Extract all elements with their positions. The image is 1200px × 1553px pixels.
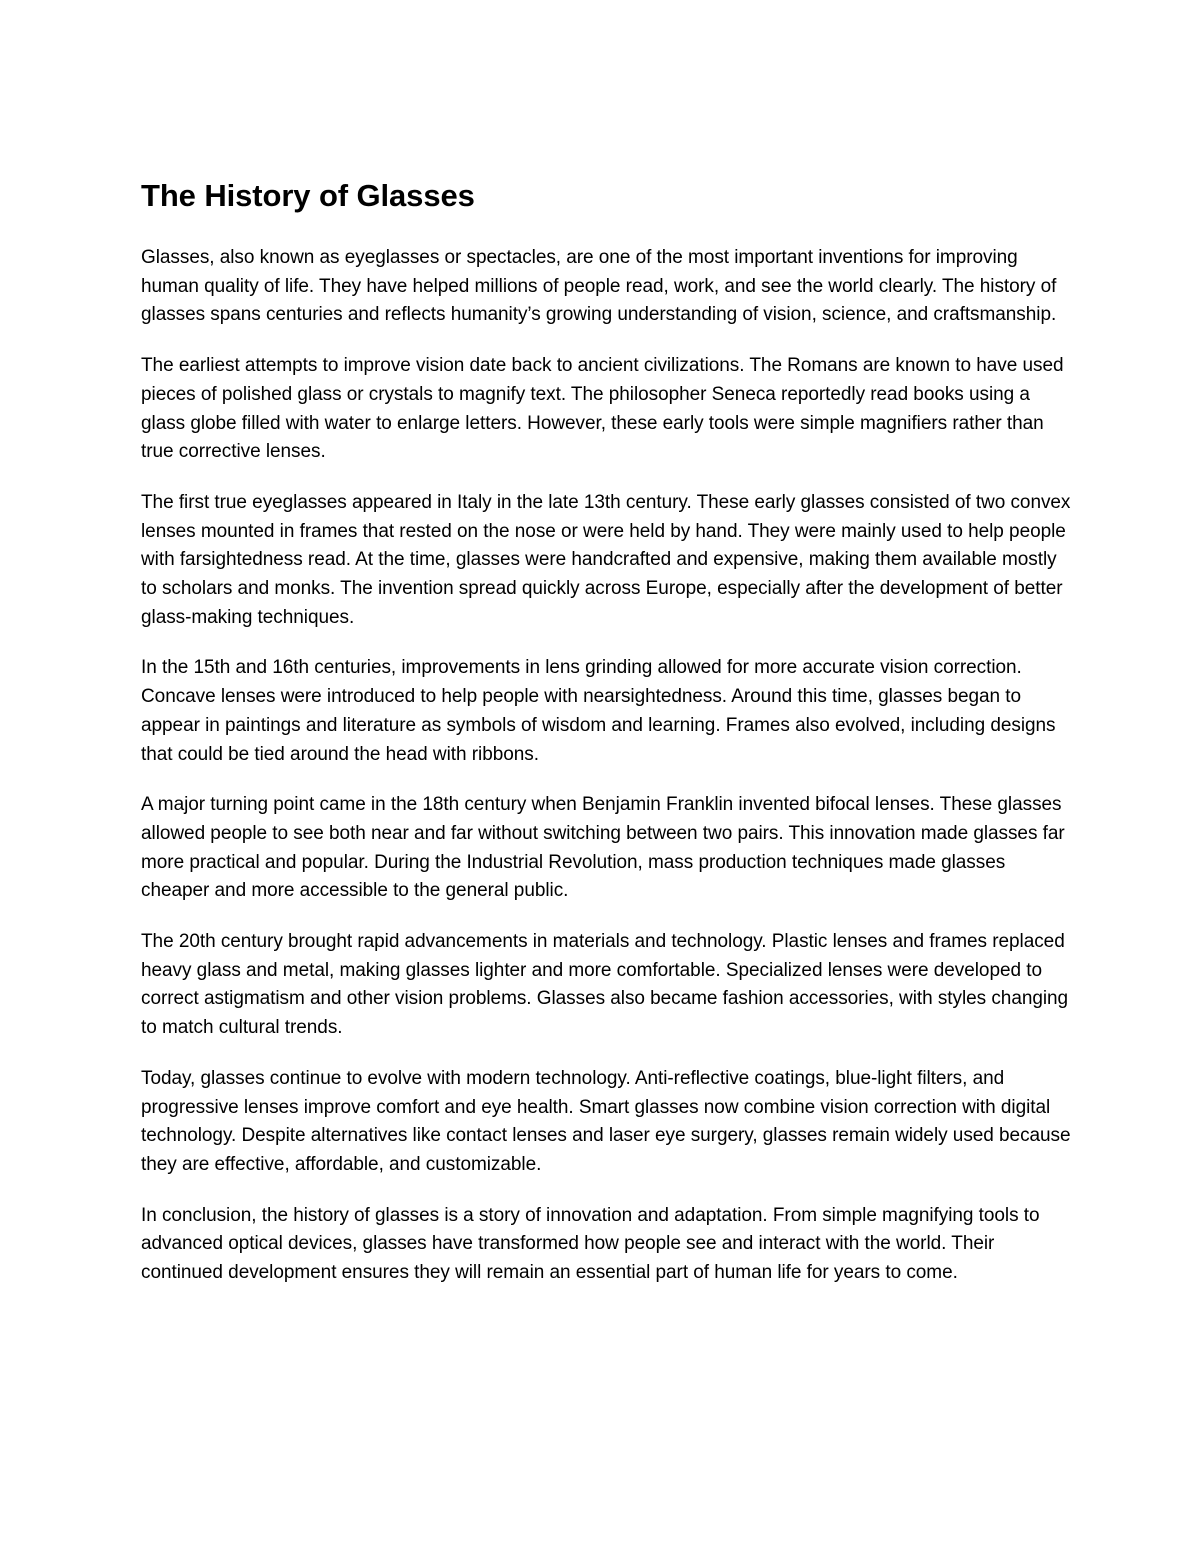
paragraph-introduction: Glasses, also known as eyeglasses or spectacles, are one of the most important inventions for improving human quality of life. They have helped millions of people read, work, and see the world clearly. The history of glasses spans centuries and reflects humanity’s growing understanding of vision, science, and craftsmanship.: [141, 247, 1057, 326]
paragraph-first-eyeglasses: The first true eyeglasses appeared in Italy in the late 13th century. These early glasses consisted of two convex lenses mounted in frames that rested on the nose or were held by hand. They were mainly used to help people with farsightedness read. At the time, glasses were handcrafted and expensive, making them available mostly to scholars and monks. The invention spread quickly across Europe, especially after the development of better glass-making techniques.: [141, 491, 1071, 628]
document-title: The History of Glasses: [141, 178, 475, 213]
paragraph-18th-century: A major turning point came in the 18th century when Benjamin Franklin invented bifocal lenses. These glasses allowed people to see both near and far without switching between two pairs. This innovation made glasses far more practical and popular. During the Industrial Revolution, mass production techniques made glasses cheaper and more accessible to the general public.: [141, 794, 1065, 902]
paragraph-15th-16th-centuries: In the 15th and 16th centuries, improvements in lens grinding allowed for more accurate vision correction. Concave lenses were introduced to help people with nearsightedness. Around this time, glasses began to appear in paintings and literature as symbols of wisdom and learning. Frames also evolved, including designs that could be tied around the head with ribbons.: [141, 657, 1056, 765]
paragraph-20th-century: The 20th century brought rapid advancements in materials and technology. Plastic lenses and frames replaced heavy glass and metal, making glasses lighter and more comfortable. Specialized lenses were developed to correct astigmatism and other vision problems. Glasses also became fashion accessories, with styles changing to match cultural trends.: [141, 931, 1069, 1039]
paragraph-today: Today, glasses continue to evolve with modern technology. Anti-reflective coatings, blue-light filters, and progressive lenses improve comfort and eye health. Smart glasses now combine vision correction with digital technology. Despite alternatives like contact lenses and laser eye surgery, glasses remain widely used because they are effective, affordable, and customizable.: [141, 1067, 1071, 1175]
document-body: [141, 176, 1071, 1310]
paragraph-ancient-civilizations: The earliest attempts to improve vision date back to ancient civilizations. The Romans are known to have used pieces of polished glass or crystals to magnify text. The philosopher Seneca reportedly read books using a glass globe filled with water to enlarge letters. However, these early tools were simple magnifiers rather than true corrective lenses.: [141, 355, 1064, 463]
paragraph-conclusion: In conclusion, the history of glasses is a story of innovation and adaptation. From simple magnifying tools to advanced optical devices, glasses have transformed how people see and interact with the world. Their continued development ensures they will remain an essential part of human life for years to come.: [141, 1204, 1040, 1284]
